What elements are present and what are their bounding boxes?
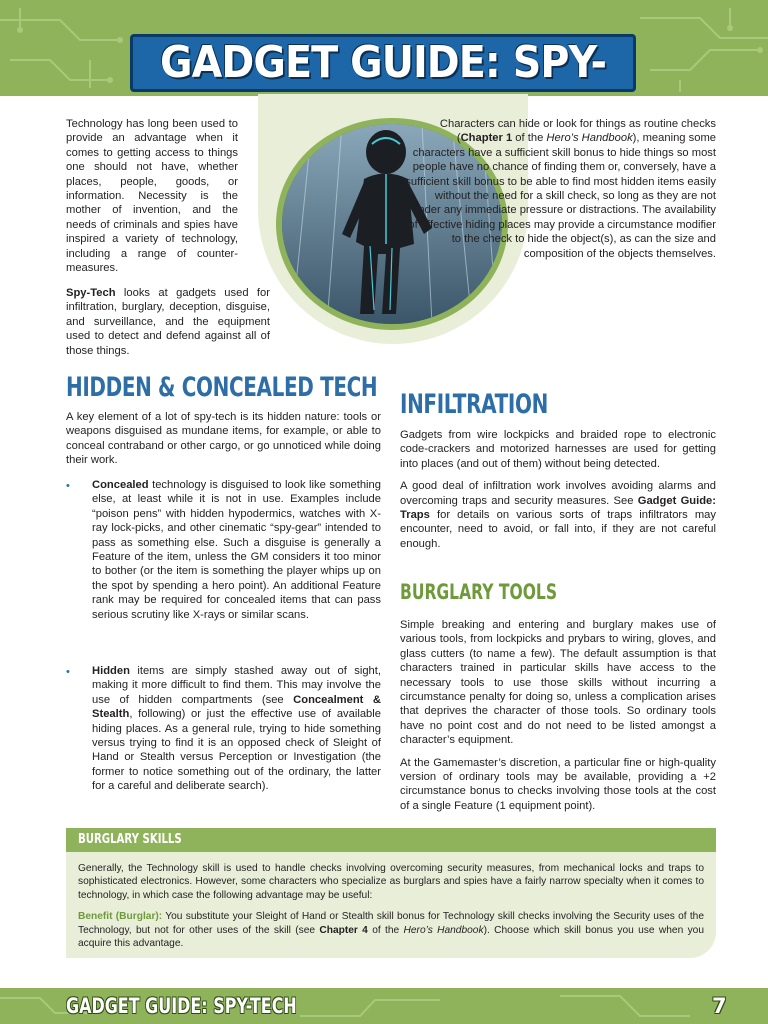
hidden-intro [66, 410, 381, 476]
burglary-tools-paragraph-2: At the Gamemaster’s discretion, a particular fine or high-quality version of ordinary tools may be available, providing a +2 circumstance bonus to checks involving those tools at the cost of a single Feature (1 equipment point). [400, 756, 716, 812]
burglary-tools-paragraph-1: Simple breaking and entering and burglary makes use of various tools, from lockpicks and prybars to wiring, gloves, and glass cutters (to name a few). The default assumption is that characters trained in particular skills have access to the necessary tools to use those skills without incurring a circumstance penalty for doing so, unless a complication arises that deprives the character of those tools. So ordinary tools have no point cost and do not need to be listed amongst a character’s equipment. [400, 619, 716, 747]
intro-paragraph-2: Spy-Tech looks at gadgets used for infiltration, burglary, deception, disguise, and surveillance, and the equipment used to detect and defend against all of those things. [66, 287, 270, 357]
sidebar-header [66, 828, 716, 852]
burglary-tools-body [400, 618, 716, 821]
title-banner [130, 34, 636, 94]
intro-paragraph-1: Technology has long been used to provide an advantage when it comes to getting access to things one should not have, whether places, people, goods, or information. Necessity is the mother of invention, and the needs of criminals and spies have inspired a variety of technology, including a range of counter-measures. [66, 118, 238, 275]
intro-left [66, 117, 238, 283]
concealed-bullet: Concealed technology is disguised to look like something else, at least while it is not in use. Examples include “poison pens” with hidden hypodermics, watches with X-ray lock-picks, and other cinematic “spy-gear” intended to pass as something else. Such a disguise is generally a Feature of the item, unless the GM considers it too minor to bother (or the item is something the player whips up on the spot by spending a hero point). An additional Feature rank may be required for concealed items that can pass serious scrutiny like X-rays or similar scans. [92, 479, 381, 621]
burglary-tools-heading: BURGLARY TOOLS [400, 580, 558, 604]
infiltration-body [400, 428, 716, 559]
concealment-stealth-ref: Concealment & Stealth [92, 693, 381, 721]
infiltration-paragraph-2: A good deal of infiltration work involves avoiding alarms and overcoming traps and security measures. See Gadget Guide: Traps for details on various sorts of traps infiltrators may encounter, need to avoid, or fall into, if they are not careful enough. [400, 480, 716, 550]
infiltration-heading: INFILTRATION [400, 389, 548, 420]
concealed-term: Concealed [92, 479, 149, 491]
sidebar-paragraph-2: Benefit (Burglar): You substitute your Sleight of Hand or Stealth skill bonus for Technology skill checks involving the Security uses of the Technology, but not for other uses of the skill (see Chapter 4 of the Hero’s Handbook). Choose which skill bonus you use when you acquire this advantage. [78, 911, 704, 950]
traps-guide-ref: Gadget Guide: Traps [400, 494, 716, 522]
bullet-icon: • [66, 666, 70, 678]
hidden-intro-paragraph: A key element of a lot of spy-tech is its hidden nature: tools or weapons disguised as mundane items, for example, or able to conceal contraband or other cargo, or go unnoticed while doing their work. [66, 411, 381, 467]
hidden-bullet: Hidden items are simply stashed away out of sight, making it more difficult to find them. This may involve the use of hidden compartments (see Concealment & Stealth, following) or just the effective use of available hiding places. As a general rule, trying to hide something versus trying to find it is an opposed check of Sleight of Hand or Stealth versus Perception or Investigation (the former to notice something out of the ordinary, the latter for a careful and deliberate search). [92, 665, 381, 793]
burglary-skills-sidebar [66, 828, 716, 958]
sidebar-body [78, 862, 704, 958]
intro-left-2 [66, 286, 270, 366]
footer-title: GADGET GUIDE: SPY-TECH [66, 994, 297, 1018]
hiding-paragraph: Characters can hide or look for things as routine checks (Chapter 1 of the Hero’s Handbook), meaning some characters have a sufficient skill bonus to hide things so most people have no chance of finding them or, conversely, have a sufficient skill bonus to be able to find most hidden items easily without the need for a skill check, so long as they are not under any immediate pressure or distractions. The availability of effective hiding places may provide a circumstance modifier to the check to hide the object(s), as can the size and composition of the objects themselves. [405, 118, 716, 260]
spy-tech-term: Spy-Tech [66, 287, 116, 299]
infiltration-paragraph-1: Gadgets from wire lockpicks and braided rope to electronic code-crackers and motorized harnesses are used for getting into places (and out of them) without being detected. [400, 429, 716, 470]
page-title: GADGET GUIDE: SPY- [160, 37, 606, 88]
benefit-label: Benefit (Burglar): [78, 911, 163, 923]
sidebar-paragraph-1: Generally, the Technology skill is used to handle checks involving overcoming security measures, from mechanical locks and traps to sophisticated electronics. However, some characters who specialize as burglars and spies have a fairly narrow specialty when it comes to technology, in which case the following advantage may be useful: [78, 863, 704, 901]
intro-right [404, 117, 716, 269]
sidebar-title: BURGLARY SKILLS [78, 832, 182, 847]
hidden-concealed-heading: HIDDEN & CONCEALED TECH [66, 372, 378, 403]
bullet-icon: • [66, 480, 70, 492]
page-number: 7 [712, 994, 727, 1018]
hidden-term: Hidden [92, 665, 130, 677]
